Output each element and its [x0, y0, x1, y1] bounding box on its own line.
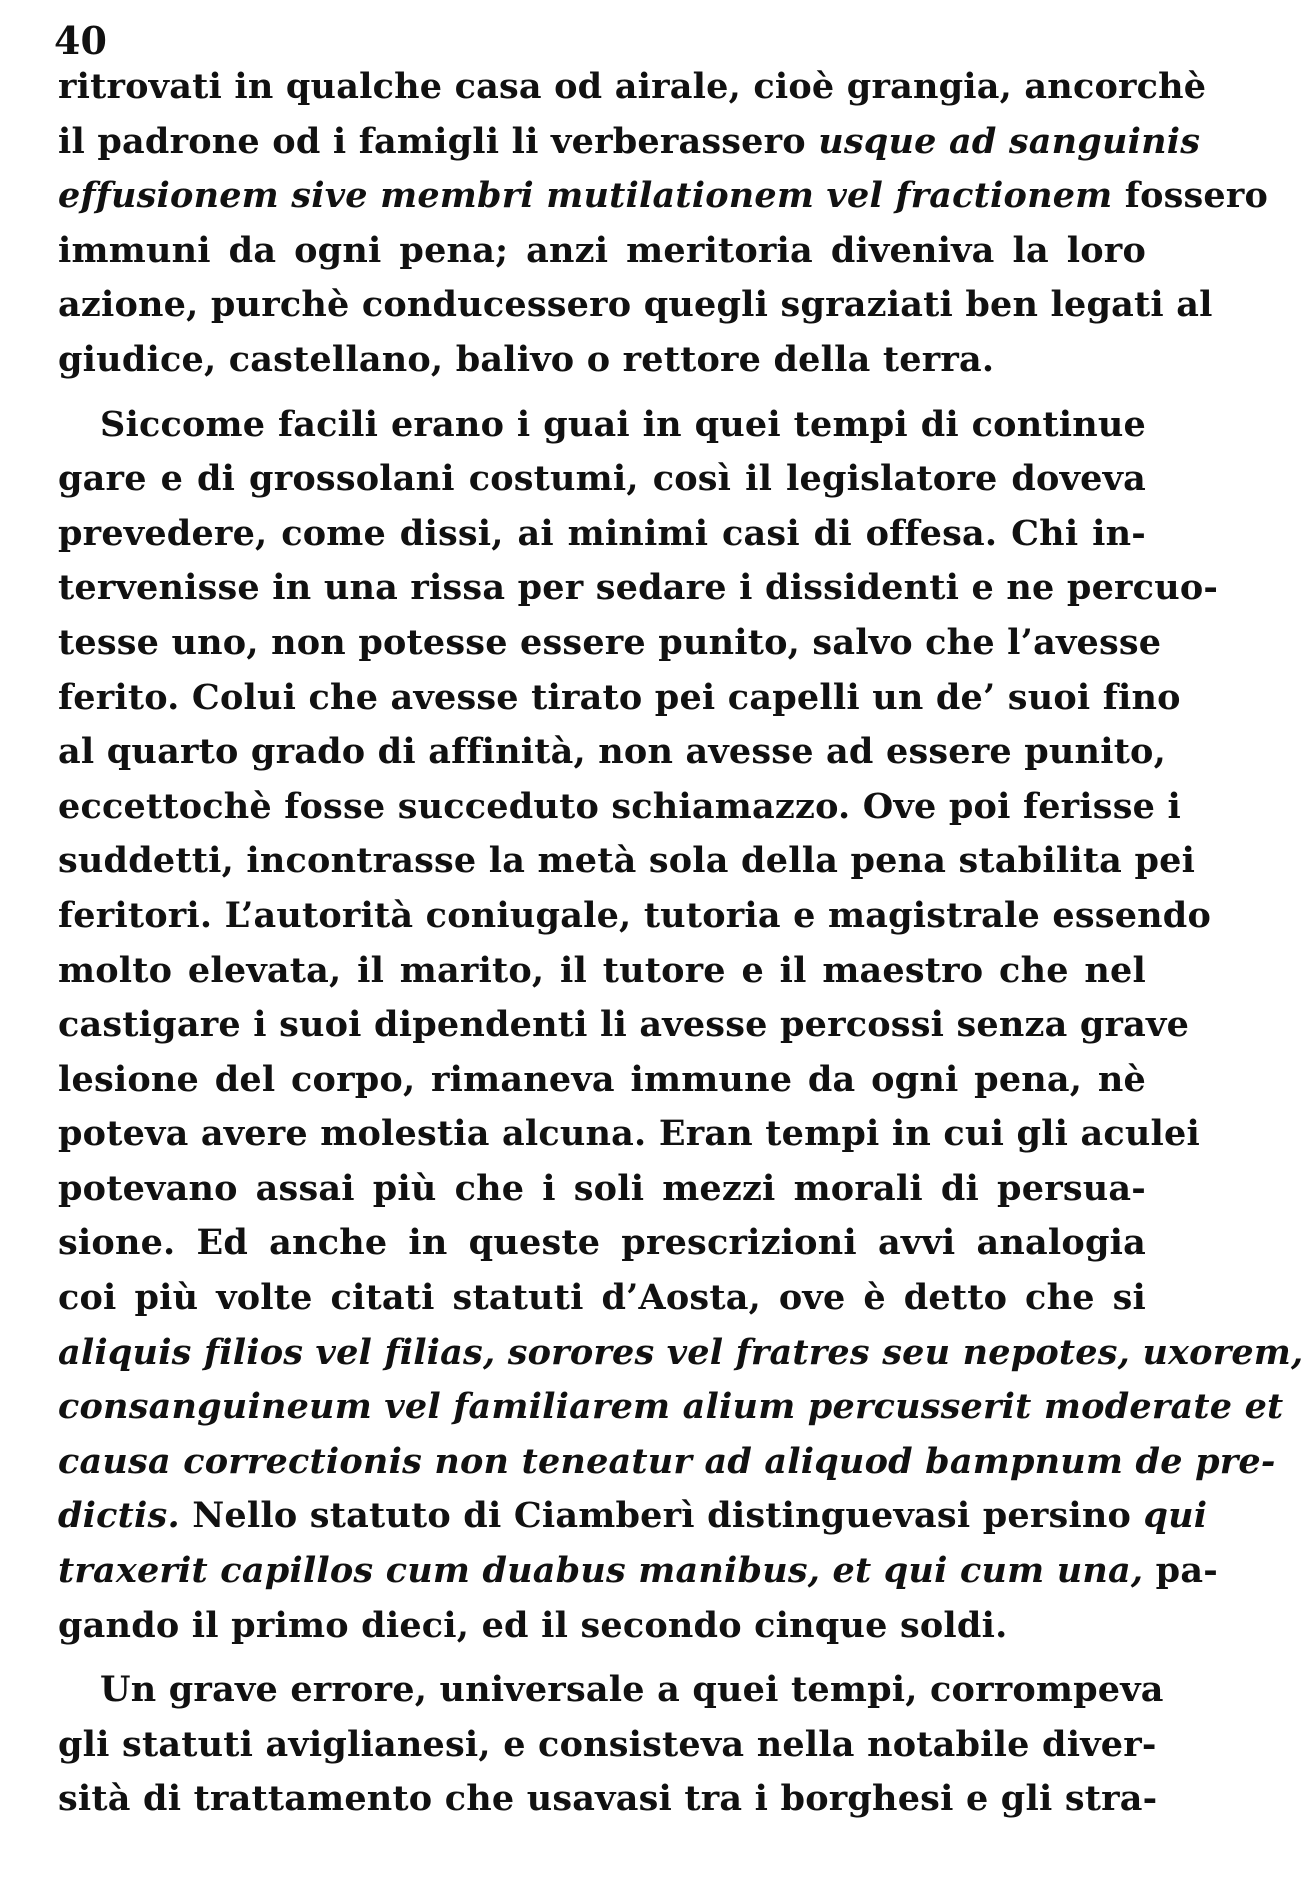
body-text [58, 60, 1303, 1827]
text-line: castigare i suoi dipendenti li avesse percossi senza grave [58, 1004, 1190, 1046]
paragraph-start-line: Un grave errore, universale a quei tempi, corrompeva [100, 1669, 1164, 1711]
text-line: prevedere, come dissi, ai minimi casi di offesa. Chi in- [58, 512, 1146, 554]
text-line: suddetti, incontrasse la metà sola della pena stabilita pei [58, 840, 1196, 882]
text-line: lesione del corpo, rimaneva immune da ogni pena, nè [58, 1058, 1146, 1100]
text-line: gare e di grossolani costumi, così il legislatore doveva [58, 458, 1146, 500]
paragraph-start-line: Siccome facili erano i guai in quei tempi di continue [100, 403, 1146, 445]
text-line: sione. Ed anche in queste prescrizioni avvi analogia [58, 1222, 1146, 1264]
latin-quote: usque ad sanguinis [818, 120, 1201, 162]
text-line: tervenisse in una rissa per sedare i dissidenti e ne percuo- [58, 567, 1219, 609]
text-line: effusionem sive membri mutilationem vel fractionem fossero [58, 175, 1269, 217]
text-line: molto elevata, il marito, il tutore e il maestro che nel [58, 949, 1146, 991]
text-line: gando il primo dieci, ed il secondo cinque soldi. [58, 1604, 1008, 1646]
latin-quote: qui [1143, 1495, 1208, 1537]
text-line: al quarto grado di affinità, non avesse ad essere punito, [58, 731, 1166, 773]
text-line [58, 1435, 1276, 1490]
text-line: dictis. Nello statuto di Ciamberì distinguevasi persino qui [58, 1495, 1208, 1537]
latin-quote: effusionem sive membri mutilationem vel fractionem [58, 175, 1113, 217]
text-line: gli statuti aviglianesi, e consisteva nella notabile diver- [58, 1723, 1157, 1765]
text-line: ferito. Colui che avesse tirato pei capelli un de’ suoi fino [58, 676, 1181, 718]
page-number: 40 [54, 18, 107, 63]
text-line: poteva avere molestia alcuna. Eran tempi in cui gli aculei [58, 1113, 1200, 1155]
latin-quote: causa correctionis non teneatur ad aliquod bampnum de pre- [58, 1440, 1276, 1482]
text-line [58, 1380, 1284, 1435]
text-line: coi più volte citati statuti d’Aosta, ove è detto che si [58, 1277, 1146, 1319]
text-line: azione, purchè conducessero quegli sgraziati ben legati al [58, 284, 1213, 326]
text-line: giudice, castellano, balivo o rettore della terra. [58, 338, 995, 380]
text-line [58, 1326, 1303, 1381]
text-line: tesse uno, non potesse essere punito, salvo che l’avesse [58, 621, 1162, 663]
latin-quote: aliquis filios vel filias, sorores vel fratres seu nepotes, uxorem, [58, 1331, 1303, 1373]
text-line: ritrovati in qualche casa od airale, cioè grangia, ancorchè [58, 66, 1207, 107]
latin-quote: traxerit capillos cum duabus manibus, et qui cum una, [58, 1550, 1144, 1592]
text-line: feritori. L’autorità coniugale, tutoria e magistrale essendo [58, 894, 1212, 936]
text-line: sità di trattamento che usavasi tra i borghesi e gli stra- [58, 1778, 1158, 1820]
latin-quote: dictis. [58, 1495, 180, 1537]
text-line: potevano assai più che i soli mezzi morali di persua- [58, 1167, 1146, 1209]
text-line: traxerit capillos cum duabus manibus, et qui cum una, pa- [58, 1550, 1218, 1592]
text-line: eccettochè fosse succeduto schiamazzo. Ove poi ferisse i [58, 785, 1181, 827]
text-line: immuni da ogni pena; anzi meritoria diveniva la loro [58, 229, 1146, 271]
latin-quote: consanguineum vel familiarem alium percusserit moderate et [58, 1386, 1284, 1428]
text-line: il padrone od i famigli li verberassero usque ad sanguinis [58, 120, 1201, 162]
